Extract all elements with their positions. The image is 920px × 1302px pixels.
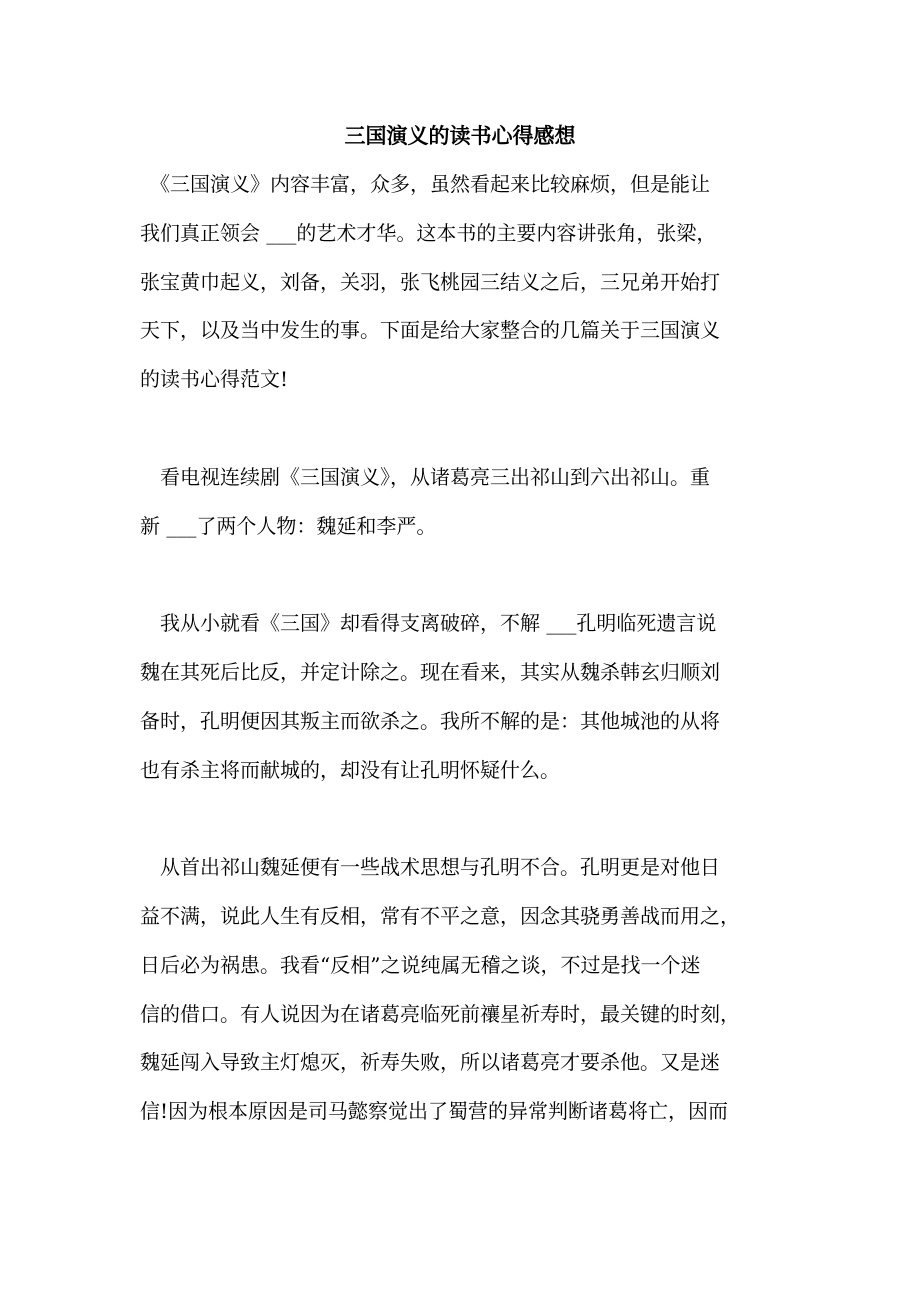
paragraph-line: 新 ___了两个人物：魏延和李严。 bbox=[140, 513, 437, 538]
paragraph-line: 从首出祁山魏延便有一些战术思想与孔明不合。孔明更是对他日 bbox=[140, 855, 720, 880]
paragraph-line: 也有杀主将而献城的，却没有让孔明怀疑什么。 bbox=[140, 757, 560, 782]
paragraph-1 bbox=[140, 160, 780, 404]
paragraph-line: 日后必为祸患。我看“反相”之说纯属无稽之谈，不过是找一个迷 bbox=[140, 952, 701, 977]
paragraph-spacer bbox=[140, 550, 780, 599]
paragraph-3 bbox=[140, 599, 780, 794]
paragraph-2 bbox=[140, 453, 780, 551]
paragraph-line: 信!因为根本原因是司马懿察觉出了蜀营的异常判断诸葛将亡，因而 bbox=[140, 1099, 729, 1124]
paragraph-line: 张宝黄巾起义，刘备，关羽，张飞桃园三结义之后，三兄弟开始打 bbox=[140, 269, 720, 294]
paragraph-line: 天下，以及当中发生的事。下面是给大家整合的几篇关于三国演义 bbox=[140, 318, 720, 343]
paragraph-line: 益不满，说此人生有反相，常有不平之意，因念其骁勇善战而用之， bbox=[140, 903, 740, 928]
paragraph-line: 魏在其死后比反，并定计除之。现在看来，其实从魏杀韩玄归顺刘 bbox=[140, 659, 720, 684]
document-title: 三国演义的读书心得感想 bbox=[344, 123, 576, 148]
paragraph-line: 魏延闯入导致主灯熄灭，祈寿失败，所以诸葛亮才要杀他。又是迷 bbox=[140, 1050, 720, 1075]
paragraph-line: 的读书心得范文! bbox=[140, 367, 289, 392]
paragraph-line: 我们真正领会 ___的艺术才华。这本书的主要内容讲张角，张梁， bbox=[140, 220, 717, 245]
paragraph-line: 信的借口。有人说因为在诸葛亮临死前禳星祈寿时，最关键的时刻， bbox=[140, 1001, 740, 1026]
paragraph-line: 我从小就看《三国》却看得支离破碎，不解 ___孔明临死遗言说 bbox=[140, 611, 717, 636]
paragraph-line: 备时，孔明便因其叛主而欲杀之。我所不解的是：其他城池的从将 bbox=[140, 708, 720, 733]
document-page bbox=[140, 112, 780, 1136]
paragraph-spacer bbox=[140, 404, 780, 453]
paragraph-line: 《三国演义》内容丰富，众多，虽然看起来比较麻烦，但是能让 bbox=[140, 172, 710, 196]
paragraph-line: 看电视连续剧《三国演义》，从诸葛亮三出祁山到六出祁山。重 bbox=[140, 464, 710, 489]
paragraph-4 bbox=[140, 843, 780, 1136]
paragraph-spacer bbox=[140, 794, 780, 843]
